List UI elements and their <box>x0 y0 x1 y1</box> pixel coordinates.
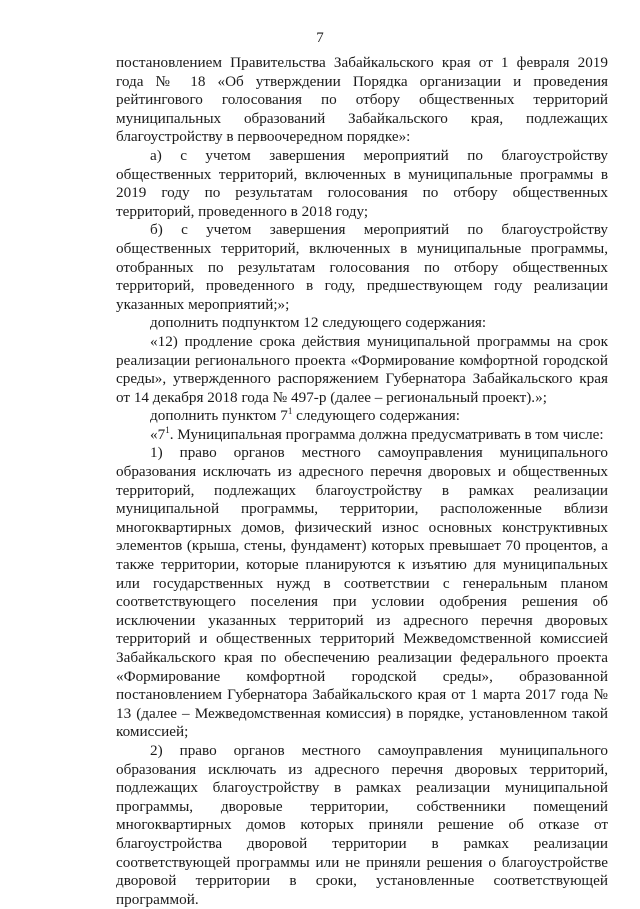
paragraph-add-subitem-12: дополнить подпунктом 12 следующего содержания: <box>150 314 487 332</box>
paragraph-item-b: б) с учетом завершения мероприятий по благоустройству общественных территорий, включенных в муниципальные программы, отобранных по результатам голосования по отбору общественных территорий, проведенного в году, предшествующем году реализации указанных мероприятий;»; <box>116 221 608 313</box>
text-fragment: . Муниципальная программа должна предусматривать в том числе: <box>169 425 604 443</box>
paragraph-item-7-1 <box>116 426 608 445</box>
paragraph-add-item-7-1 <box>116 407 608 426</box>
text-fragment: «7 <box>150 425 166 443</box>
paragraph-right-1: 1) право органов местного самоуправления муниципального образования исключать из адресного перечня дворовых и общественных территорий, подлежащих благоустройству в рамках реализации муниципальной программы, территории, расположенные вблизи многоквартирных домов, физический износ основных конструктивных элементов (крыша, стены, фундамент) которых превышает 70 процентов, а также территории, которые планируются к изъятию для муниципальных или государственных нужд в соответствии с генеральным планом соответствующего поселения при условии одобрения решения об исключении указанных территорий из адресного перечня дворовых территорий и общественных территорий Межведомственной комиссией Забайкальского края по обеспечению реализации федерального проекта «Формирование комфортной городской среды», образованной постановлением Губернатора Забайкальского края от 1 марта 2017 года № 13 (далее – Межведомственная комиссия) в порядке, установленном такой комиссией; <box>116 444 608 741</box>
document-body <box>116 54 608 909</box>
superscript: 1 <box>165 424 170 435</box>
text-fragment: следующего содержания: <box>292 407 460 425</box>
superscript: 1 <box>287 406 293 417</box>
page-number: 7 <box>316 30 324 46</box>
paragraph-subitem-12: «12) продление срока действия муниципальной программы на срок реализации регионального проекта «Формирование комфортной городской среды», утвержденного распоряжением Губернатора Забайкальского края от 14 декабря 2018 года № 497-р (далее – региональный проект).»; <box>116 332 608 406</box>
paragraph-right-2: 2) право органов местного самоуправления муниципального образования исключать из адресного перечня дворовых территорий, подлежащих благоустройству в рамках реализации муниципальной программы, дворовые территории, собственники помещений многоквартирных домов которых приняли решение об отказе от благоустройства дворовой территории в рамках реализации соответствующей программы или не приняли решения о благоустройстве дворовой территории в сроки, установленные соответствующей программой. <box>116 741 608 908</box>
paragraph-item-a: а) с учетом завершения мероприятий по благоустройству общественных территорий, включенных в муниципальные программы в 2019 году по результатам голосования по отбору общественных территорий, проведенного в 2018 году; <box>116 146 608 220</box>
paragraph-resolution-reference: постановлением Правительства Забайкальского края от 1 февраля 2019 года № 18 «Об утверждении Порядка организации и проведения рейтингового голосования по отбору общественных территорий муниципальных образований Забайкальского края, подлежащих благоустройству в первоочередном порядке»: <box>116 54 608 146</box>
text-fragment: дополнить пунктом 7 <box>150 407 288 425</box>
